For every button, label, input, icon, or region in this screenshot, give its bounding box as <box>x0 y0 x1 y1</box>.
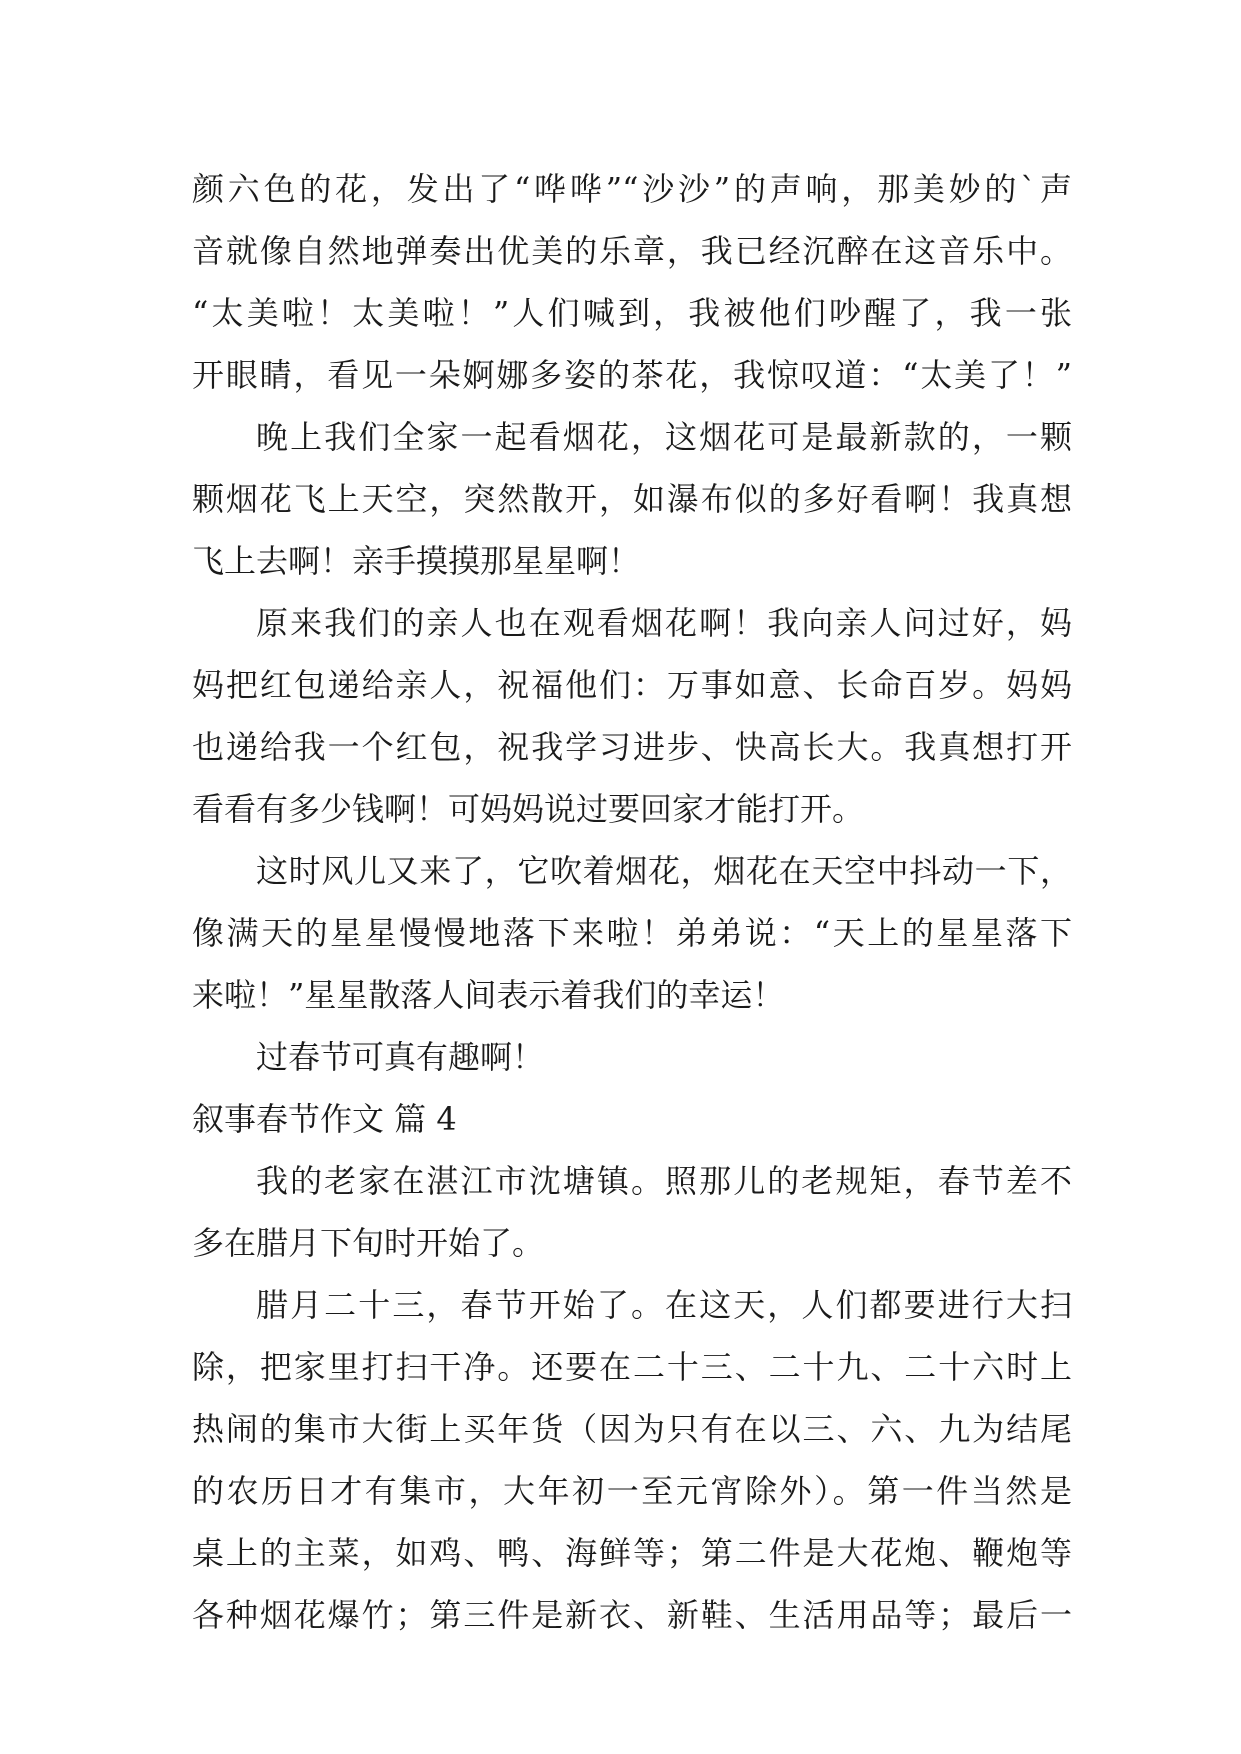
paragraph-first-line: 晚上我们全家一起看烟花，这烟花可是最新款的，一颗 <box>256 418 1072 456</box>
text-line: 颗烟花飞上天空，突然散开，如瀑布似的多好看啊！我真想 <box>192 480 1072 518</box>
paragraph-single-line: 过春节可真有趣啊！ <box>256 1038 545 1076</box>
paragraph-last-line: 飞上去啊！亲手摸摸那星星啊！ <box>192 542 641 580</box>
text-line: 开眼睛，看见一朵婀娜多姿的茶花，我惊叹道：“太美了！” <box>192 356 1072 394</box>
text-line: 除，把家里打扫干净。还要在二十三、二十九、二十六时上 <box>192 1348 1072 1386</box>
text-line: 妈把红包递给亲人，祝福他们：万事如意、长命百岁。妈妈 <box>192 666 1072 704</box>
paragraph-first-line: 我的老家在湛江市沈塘镇。照那儿的老规矩，春节差不 <box>256 1162 1072 1200</box>
paragraph-last-line: 多在腊月下旬时开始了。 <box>192 1224 545 1262</box>
text-line: 的农历日才有集市，大年初一至元宵除外）。第一件当然是 <box>192 1472 1072 1510</box>
text-line: 热闹的集市大街上买年货（因为只有在以三、六、九为结尾 <box>192 1410 1072 1448</box>
paragraph-last-line: 看看有多少钱啊！可妈妈说过要回家才能打开。 <box>192 790 865 828</box>
text-line: 颜六色的花，发出了“哗哗”“沙沙”的声响，那美妙的`声 <box>192 170 1072 208</box>
paragraph-first-line: 原来我们的亲人也在观看烟花啊！我向亲人问过好，妈 <box>256 604 1072 642</box>
text-line: “太美啦！太美啦！”人们喊到，我被他们吵醒了，我一张 <box>192 294 1072 332</box>
paragraph-first-line: 这时风儿又来了，它吹着烟花，烟花在天空中抖动一下， <box>256 852 1072 890</box>
text-line: 也递给我一个红包，祝我学习进步、快高长大。我真想打开 <box>192 728 1072 766</box>
paragraph-first-line: 腊月二十三，春节开始了。在这天，人们都要进行大扫 <box>256 1286 1072 1324</box>
text-line: 音就像自然地弹奏出优美的乐章，我已经沉醉在这音乐中。 <box>192 232 1072 270</box>
text-line: 桌上的主菜，如鸡、鸭、海鲜等；第二件是大花炮、鞭炮等 <box>192 1534 1072 1572</box>
document-body <box>192 158 1072 1646</box>
section-heading: 叙事春节作文 篇 4 <box>192 1100 457 1138</box>
paragraph-last-line: 来啦！”星星散落人间表示着我们的幸运！ <box>192 976 785 1014</box>
text-line: 像满天的星星慢慢地落下来啦！弟弟说：“天上的星星落下 <box>192 914 1072 952</box>
text-line: 各种烟花爆竹；第三件是新衣、新鞋、生活用品等；最后一 <box>192 1596 1072 1634</box>
